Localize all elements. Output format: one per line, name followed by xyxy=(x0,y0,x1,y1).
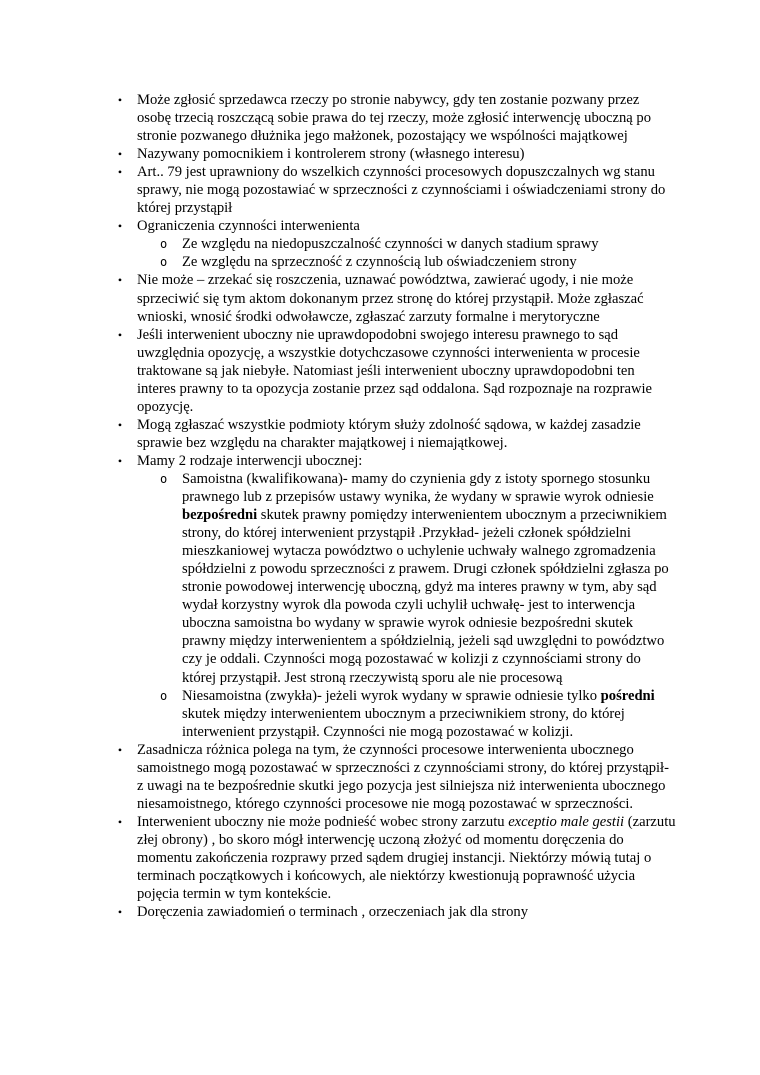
bullet-icon: • xyxy=(117,219,123,234)
sub-list xyxy=(137,235,677,271)
sub-list xyxy=(137,470,677,741)
bullet-icon: • xyxy=(117,453,123,468)
list-item-text: Mamy 2 rodzaje interwencji ubocznej: xyxy=(137,452,363,469)
bullet-icon: • xyxy=(117,165,123,180)
italic-term: exceptio male gestii xyxy=(508,813,625,830)
list-item-text: Doręczenia zawiadomień o terminach , orzeczeniach jak dla strony xyxy=(137,904,529,921)
list-item xyxy=(117,145,677,163)
bullet-icon: • xyxy=(117,327,123,342)
sub-bullet-icon: o xyxy=(160,237,168,252)
list-item xyxy=(117,416,677,452)
bullet-icon: • xyxy=(117,147,123,162)
bullet-list xyxy=(117,91,677,921)
sub-bullet-icon: o xyxy=(160,471,168,486)
list-item xyxy=(117,452,677,741)
sub-list-item xyxy=(160,235,677,253)
list-item xyxy=(117,326,677,416)
bullet-icon: • xyxy=(117,814,123,829)
bullet-icon: • xyxy=(117,93,123,107)
list-item-text: Może zgłosić sprzedawca rzeczy po stronie nabywcy, gdy ten zostanie pozwany przez osobę trzecią roszczącą sobie prawa do tej rzeczy, może zgłosić interwencję uboczną po stronie pozwanego dłużnika jego małżonek, pozostający we wspólności majątkowej xyxy=(137,92,652,145)
text-run: Samoistna (kwalifikowana)- mamy do czynienia gdy z istoty spornego stosunku prawnego lub z przepisów ustawy wynika, że wydany w sprawie wyrok odniesie xyxy=(182,470,654,506)
list-item xyxy=(117,741,677,813)
list-item xyxy=(117,271,677,325)
text-run: Niesamoistna (zwykła)- jeżeli wyrok wydany w sprawie odniesie tylko xyxy=(182,687,601,704)
list-item xyxy=(117,813,677,903)
sub-list-item-text xyxy=(182,688,655,740)
sub-bullet-icon: o xyxy=(160,688,168,703)
list-item xyxy=(117,91,677,145)
sub-list-item-text xyxy=(182,471,669,686)
sub-list-item-text: Ze względu na niedopuszczalność czynności w danych stadium sprawy xyxy=(182,236,599,253)
sub-bullet-icon: o xyxy=(160,255,168,270)
list-item-text: Nazywany pomocnikiem i kontrolerem strony (własnego interesu) xyxy=(137,146,525,163)
bullet-icon: • xyxy=(117,417,123,432)
bullet-icon: • xyxy=(117,273,123,288)
list-item-text: Zasadnicza różnica polega na tym, że czynności procesowe interwenienta ubocznego samoistnego mogą pozostawać w sprzeczności z czynnościami strony, do której przystąpił- z uwagi na te bezpośrednie skutki jego pozycja jest silniejsza niż interwenienta ubocznego niesamoistnego, którego czynności procesowe nie mogą pozostawać w sprzeczności. xyxy=(137,741,669,812)
text-run: skutek między interwenientem ubocznym a przeciwnikiem strony, do której interwenient przystąpił. Czynności nie mogą pozostawać w kolizji. xyxy=(182,705,625,740)
text-run: Interwenient uboczny nie może podnieść wobec strony zarzutu xyxy=(137,813,509,830)
list-item-text: Art.. 79 jest uprawniony do wszelkich czynności procesowych dopuszczalnych wg stanu sprawy, nie mogą pozostawiać w sprzeczności z czynnościami i oświadczeniami strony do której przystąpił xyxy=(137,164,666,217)
list-item-text: Ograniczenia czynności interwenienta xyxy=(137,218,360,235)
bold-term: pośredni xyxy=(600,687,655,704)
list-item xyxy=(117,163,677,217)
bullet-icon: • xyxy=(117,905,123,920)
list-item-text: Jeśli interwenient uboczny nie uprawdopodobni swojego interesu prawnego to sąd uwzględnia opozycję, a wszystkie dotychczasowe czynności interwenienta w procesie traktowane są jak niebyłe. Natomiast jeśli interwenient uboczny uprawdopodobni ten interes prawny to ta opozycja zostanie przez sąd oddalona. Sąd rozpoznaje na rozprawie opozycję. xyxy=(137,326,653,415)
list-item xyxy=(117,217,677,271)
sub-list-item-text: Ze względu na sprzeczność z czynnością lub oświadczeniem strony xyxy=(182,254,577,271)
list-item-text: Mogą zgłaszać wszystkie podmioty którym służy zdolność sądowa, w każdej zasadzie sprawie bez względu na charakter majątkowej i niemajątkowej. xyxy=(137,416,641,451)
bold-term: bezpośredni xyxy=(182,507,258,524)
bullet-icon: • xyxy=(117,742,123,757)
sub-list-item xyxy=(160,687,677,741)
document-body xyxy=(117,91,677,921)
text-run: skutek prawny pomiędzy interwenientem ubocznym a przeciwnikiem strony, do której interwenient przystąpił .Przykład- jeżeli członek spółdzielni mieszkaniowej wytacza powództwo o uchylenie uchwały walnego zgromadzenia spółdzielni z powodu sprzeczności z prawem. Drugi członek spółdzielni zgłasza po stronie powodowej interwencję uboczną, gdyż ma interes prawny w tym, aby sąd wydał korzystny wyrok dla powoda czyli uchylił uchwałę- jest to interwencja uboczna samoistna bo wydany w sprawie wyrok odniesie bezpośredni skutek prawny między interwenientem a spółdzielnią, jeżeli sąd uwzględni to powództwo czy je oddali. Czynności mogą pozostawać w kolizji z czynnościami strony do której przystąpił. Jest stroną rzeczywistą sporu ale nie procesową xyxy=(182,507,669,686)
list-item xyxy=(117,903,677,921)
text-run: (zarzutu złej obrony) , bo skoro mógł interwencję uczoną złożyć od momentu doręczenia do momentu zakończenia rozprawy przed sądem drugiej instancji. Niektórzy mówią tutaj o terminach początkowych i końcowych, ale niektórzy kwestionują poprawność użycia pojęcia termin w tym kontekście. xyxy=(137,813,676,903)
sub-list-item xyxy=(160,470,677,687)
list-item-text: Nie może – zrzekać się roszczenia, uznawać powództwa, zawierać ugody, i nie może sprzeciwić się tym aktom dokonanym przez stronę do której przystąpił. Może zgłaszać wnioski, wnosić środki odwoławcze, zgłaszać zarzuty formalne i merytoryczne xyxy=(137,272,644,325)
sub-list-item xyxy=(160,253,677,271)
list-item-text xyxy=(137,814,676,902)
